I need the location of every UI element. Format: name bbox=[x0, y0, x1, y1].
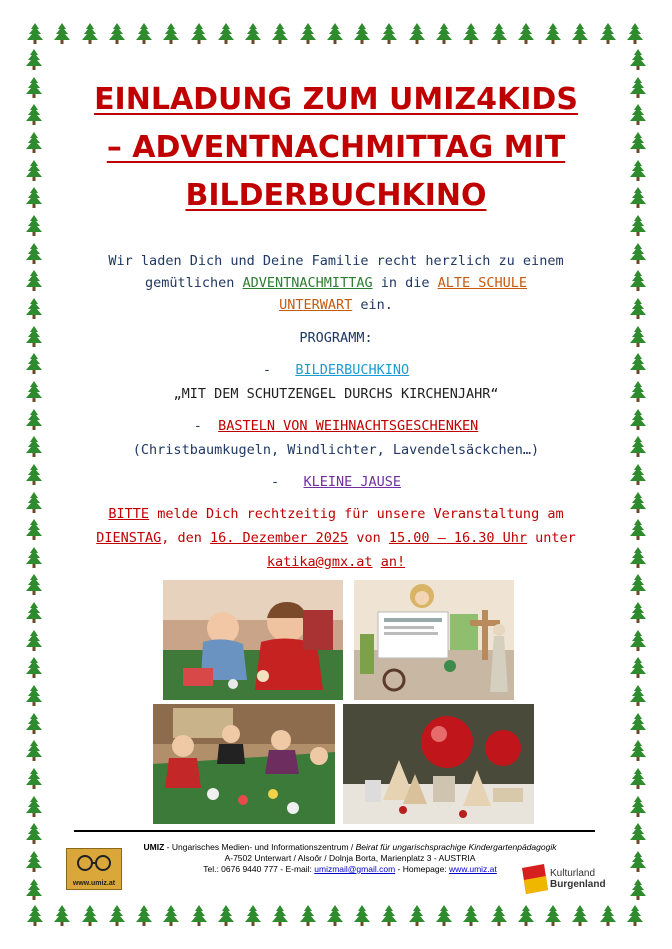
christmas-tree-icon bbox=[627, 850, 649, 874]
notice-time: 15.00 – 16.30 Uhr bbox=[388, 530, 527, 546]
christmas-tree-icon bbox=[51, 904, 73, 928]
christmas-tree-icon bbox=[488, 904, 510, 928]
christmas-tree-icon bbox=[23, 795, 45, 819]
christmas-tree-icon bbox=[23, 656, 45, 680]
registration-notice bbox=[72, 502, 600, 574]
christmas-tree-icon bbox=[23, 269, 45, 293]
christmas-tree-icon bbox=[351, 22, 373, 46]
christmas-tree-icon bbox=[106, 904, 128, 928]
christmas-tree-icon bbox=[627, 712, 649, 736]
homepage-label: - Homepage: bbox=[395, 864, 450, 874]
christmas-tree-icon bbox=[23, 103, 45, 127]
christmas-tree-icon bbox=[160, 22, 182, 46]
christmas-tree-icon bbox=[324, 904, 346, 928]
christmas-tree-icon bbox=[627, 408, 649, 432]
burgen-line-1: Kulturland bbox=[550, 868, 596, 879]
christmas-tree-icon bbox=[79, 904, 101, 928]
program-item-2-sub: (Christbaumkugeln, Windlichter, Lavendelsäckchen…) bbox=[132, 442, 540, 458]
org-desc: - Ungarisches Medien- und Informationszentrum / bbox=[164, 842, 356, 852]
christmas-tree-icon bbox=[433, 904, 455, 928]
program-item-1-sub: „MIT DEM SCHUTZENGEL DURCHS KIRCHENJAHR“ bbox=[173, 386, 499, 402]
program-item-2 bbox=[72, 416, 600, 436]
christmas-tree-icon bbox=[79, 22, 101, 46]
christmas-tree-icon bbox=[627, 297, 649, 321]
christmas-tree-icon bbox=[627, 629, 649, 653]
notice-text: melde Dich rechtzeitig für unsere Veranstaltung am bbox=[149, 506, 564, 522]
christmas-tree-icon bbox=[542, 904, 564, 928]
christmas-tree-icon bbox=[542, 22, 564, 46]
phone: Tel.: 0676 9440 777 - E-mail: bbox=[203, 864, 315, 874]
christmas-tree-icon bbox=[23, 518, 45, 542]
photo-group-table bbox=[153, 704, 335, 824]
contact-email[interactable]: katika@gmx.at bbox=[266, 554, 373, 570]
notice-text bbox=[373, 554, 381, 570]
christmas-tree-icon bbox=[627, 186, 649, 210]
christmas-tree-icon bbox=[627, 656, 649, 680]
christmas-tree-icon bbox=[627, 325, 649, 349]
christmas-tree-icon bbox=[23, 242, 45, 266]
tree-border-top bbox=[24, 20, 646, 48]
christmas-tree-icon bbox=[23, 491, 45, 515]
christmas-tree-icon bbox=[627, 131, 649, 155]
christmas-tree-icon bbox=[627, 878, 649, 902]
christmas-tree-icon bbox=[23, 297, 45, 321]
beirat-name: Beirat für ungarischsprachige Kindergartenpädagogik bbox=[355, 842, 557, 852]
christmas-tree-icon bbox=[160, 904, 182, 928]
christmas-tree-icon bbox=[515, 22, 537, 46]
photo-advent-display bbox=[354, 580, 514, 700]
kulturland-burgenland-logo bbox=[520, 860, 612, 900]
christmas-tree-icon bbox=[23, 546, 45, 570]
christmas-tree-icon bbox=[597, 22, 619, 46]
christmas-tree-icon bbox=[23, 684, 45, 708]
photo-wooden-decorations bbox=[343, 704, 534, 824]
christmas-tree-icon bbox=[627, 463, 649, 487]
christmas-tree-icon bbox=[23, 463, 45, 487]
christmas-tree-icon bbox=[24, 22, 46, 46]
christmas-tree-icon bbox=[460, 904, 482, 928]
program-item-1 bbox=[72, 360, 600, 380]
notice-text: von bbox=[348, 530, 389, 546]
intro-text: gemütlichen bbox=[144, 275, 243, 291]
logo-url: www.umiz.at bbox=[72, 880, 116, 887]
program-item-3 bbox=[72, 472, 600, 492]
christmas-tree-icon bbox=[569, 904, 591, 928]
christmas-tree-icon bbox=[351, 904, 373, 928]
christmas-tree-icon bbox=[215, 904, 237, 928]
christmas-tree-icon bbox=[627, 159, 649, 183]
christmas-tree-icon bbox=[23, 767, 45, 791]
org-name: UMIZ bbox=[143, 842, 165, 852]
christmas-tree-icon bbox=[627, 380, 649, 404]
christmas-tree-icon bbox=[23, 850, 45, 874]
christmas-tree-icon bbox=[23, 131, 45, 155]
address: A-7502 Unterwart / Alsoőr / Dolnja Borta, Marienplatz 3 - AUSTRIA bbox=[224, 853, 476, 863]
notice-text: unter bbox=[527, 530, 576, 546]
christmas-tree-icon bbox=[627, 242, 649, 266]
program-item-title: BASTELN VON WEIHNACHTSGESCHENKEN bbox=[218, 418, 479, 434]
intro-paragraph bbox=[72, 250, 600, 316]
event-name: ADVENTNACHMITTAG bbox=[242, 275, 373, 291]
christmas-tree-icon bbox=[624, 22, 646, 46]
christmas-tree-icon bbox=[23, 739, 45, 763]
christmas-tree-icon bbox=[133, 22, 155, 46]
christmas-tree-icon bbox=[406, 904, 428, 928]
bullet: - bbox=[270, 474, 280, 490]
christmas-tree-icon bbox=[215, 22, 237, 46]
intro-text: ein. bbox=[352, 297, 393, 313]
christmas-tree-icon bbox=[269, 22, 291, 46]
christmas-tree-icon bbox=[624, 904, 646, 928]
christmas-tree-icon bbox=[23, 629, 45, 653]
burgen-line-2: Burgenland bbox=[550, 879, 606, 890]
program-item-title: BILDERBUCHKINO bbox=[295, 362, 410, 378]
photo-children-crafting bbox=[163, 580, 343, 700]
christmas-tree-icon bbox=[23, 878, 45, 902]
christmas-tree-icon bbox=[627, 795, 649, 819]
christmas-tree-icon bbox=[324, 22, 346, 46]
christmas-tree-icon bbox=[188, 22, 210, 46]
program-heading: PROGRAMM: bbox=[299, 330, 373, 346]
footer-info bbox=[120, 842, 580, 875]
christmas-tree-icon bbox=[627, 48, 649, 72]
homepage-link[interactable]: www.umiz.at bbox=[449, 864, 497, 874]
christmas-tree-icon bbox=[23, 214, 45, 238]
christmas-tree-icon bbox=[627, 269, 649, 293]
notice-day: DIENSTAG bbox=[96, 530, 162, 546]
burgenland-text bbox=[550, 868, 606, 890]
title-line-3: BILDERBUCHKINO bbox=[185, 178, 487, 213]
place-name: UNTERWART bbox=[279, 297, 353, 313]
christmas-tree-icon bbox=[627, 76, 649, 100]
christmas-tree-icon bbox=[23, 435, 45, 459]
tree-border-bottom bbox=[24, 902, 646, 930]
notice-text: , den bbox=[161, 530, 211, 546]
christmas-tree-icon bbox=[133, 904, 155, 928]
christmas-tree-icon bbox=[627, 684, 649, 708]
christmas-tree-icon bbox=[627, 103, 649, 127]
christmas-tree-icon bbox=[297, 904, 319, 928]
christmas-tree-icon bbox=[378, 22, 400, 46]
christmas-tree-icon bbox=[188, 904, 210, 928]
intro-text: in die bbox=[372, 275, 438, 291]
christmas-tree-icon bbox=[627, 822, 649, 846]
christmas-tree-icon bbox=[106, 22, 128, 46]
christmas-tree-icon bbox=[627, 518, 649, 542]
christmas-tree-icon bbox=[433, 22, 455, 46]
footer-divider bbox=[74, 830, 595, 832]
title-line-1: EINLADUNG ZUM UMIZ4KIDS bbox=[94, 82, 578, 117]
notice-bitte: BITTE bbox=[108, 506, 150, 522]
place-name: ALTE SCHULE bbox=[437, 275, 528, 291]
christmas-tree-icon bbox=[23, 159, 45, 183]
christmas-tree-icon bbox=[23, 352, 45, 376]
christmas-tree-icon bbox=[515, 904, 537, 928]
christmas-tree-icon bbox=[23, 186, 45, 210]
christmas-tree-icon bbox=[627, 601, 649, 625]
title-line-2: – ADVENTNACHMITTAG MIT bbox=[106, 130, 566, 165]
christmas-tree-icon bbox=[627, 573, 649, 597]
christmas-tree-icon bbox=[269, 904, 291, 928]
christmas-tree-icon bbox=[627, 739, 649, 763]
intro-text: Wir laden Dich und Deine Familie recht herzlich zu einem bbox=[108, 253, 564, 269]
christmas-tree-icon bbox=[627, 546, 649, 570]
christmas-tree-icon bbox=[597, 904, 619, 928]
christmas-tree-icon bbox=[23, 601, 45, 625]
christmas-tree-icon bbox=[297, 22, 319, 46]
christmas-tree-icon bbox=[242, 904, 264, 928]
christmas-tree-icon bbox=[627, 435, 649, 459]
christmas-tree-icon bbox=[23, 325, 45, 349]
christmas-tree-icon bbox=[23, 76, 45, 100]
christmas-tree-icon bbox=[51, 22, 73, 46]
christmas-tree-icon bbox=[627, 352, 649, 376]
christmas-tree-icon bbox=[24, 904, 46, 928]
christmas-tree-icon bbox=[460, 22, 482, 46]
christmas-tree-icon bbox=[569, 22, 591, 46]
footer-email-link[interactable]: umizmail@gmail.com bbox=[314, 864, 396, 874]
christmas-tree-icon bbox=[627, 214, 649, 238]
christmas-tree-icon bbox=[23, 408, 45, 432]
christmas-tree-icon bbox=[406, 22, 428, 46]
notice-date: 16. Dezember 2025 bbox=[210, 530, 349, 546]
christmas-tree-icon bbox=[23, 380, 45, 404]
christmas-tree-icon bbox=[23, 712, 45, 736]
glasses-icon bbox=[67, 849, 121, 877]
christmas-tree-icon bbox=[23, 822, 45, 846]
christmas-tree-icon bbox=[23, 48, 45, 72]
christmas-tree-icon bbox=[378, 904, 400, 928]
tree-border-left bbox=[20, 48, 48, 902]
bullet: - bbox=[262, 362, 271, 378]
flag-icon bbox=[520, 862, 550, 896]
christmas-tree-icon bbox=[627, 491, 649, 515]
christmas-tree-icon bbox=[23, 573, 45, 597]
program-item-title: KLEINE JAUSE bbox=[303, 474, 402, 490]
christmas-tree-icon bbox=[627, 767, 649, 791]
notice-an: an! bbox=[380, 554, 406, 570]
tree-border-right bbox=[624, 48, 652, 902]
page-title bbox=[60, 76, 612, 220]
christmas-tree-icon bbox=[242, 22, 264, 46]
umiz-logo bbox=[66, 848, 122, 890]
bullet: - bbox=[193, 418, 202, 434]
christmas-tree-icon bbox=[488, 22, 510, 46]
